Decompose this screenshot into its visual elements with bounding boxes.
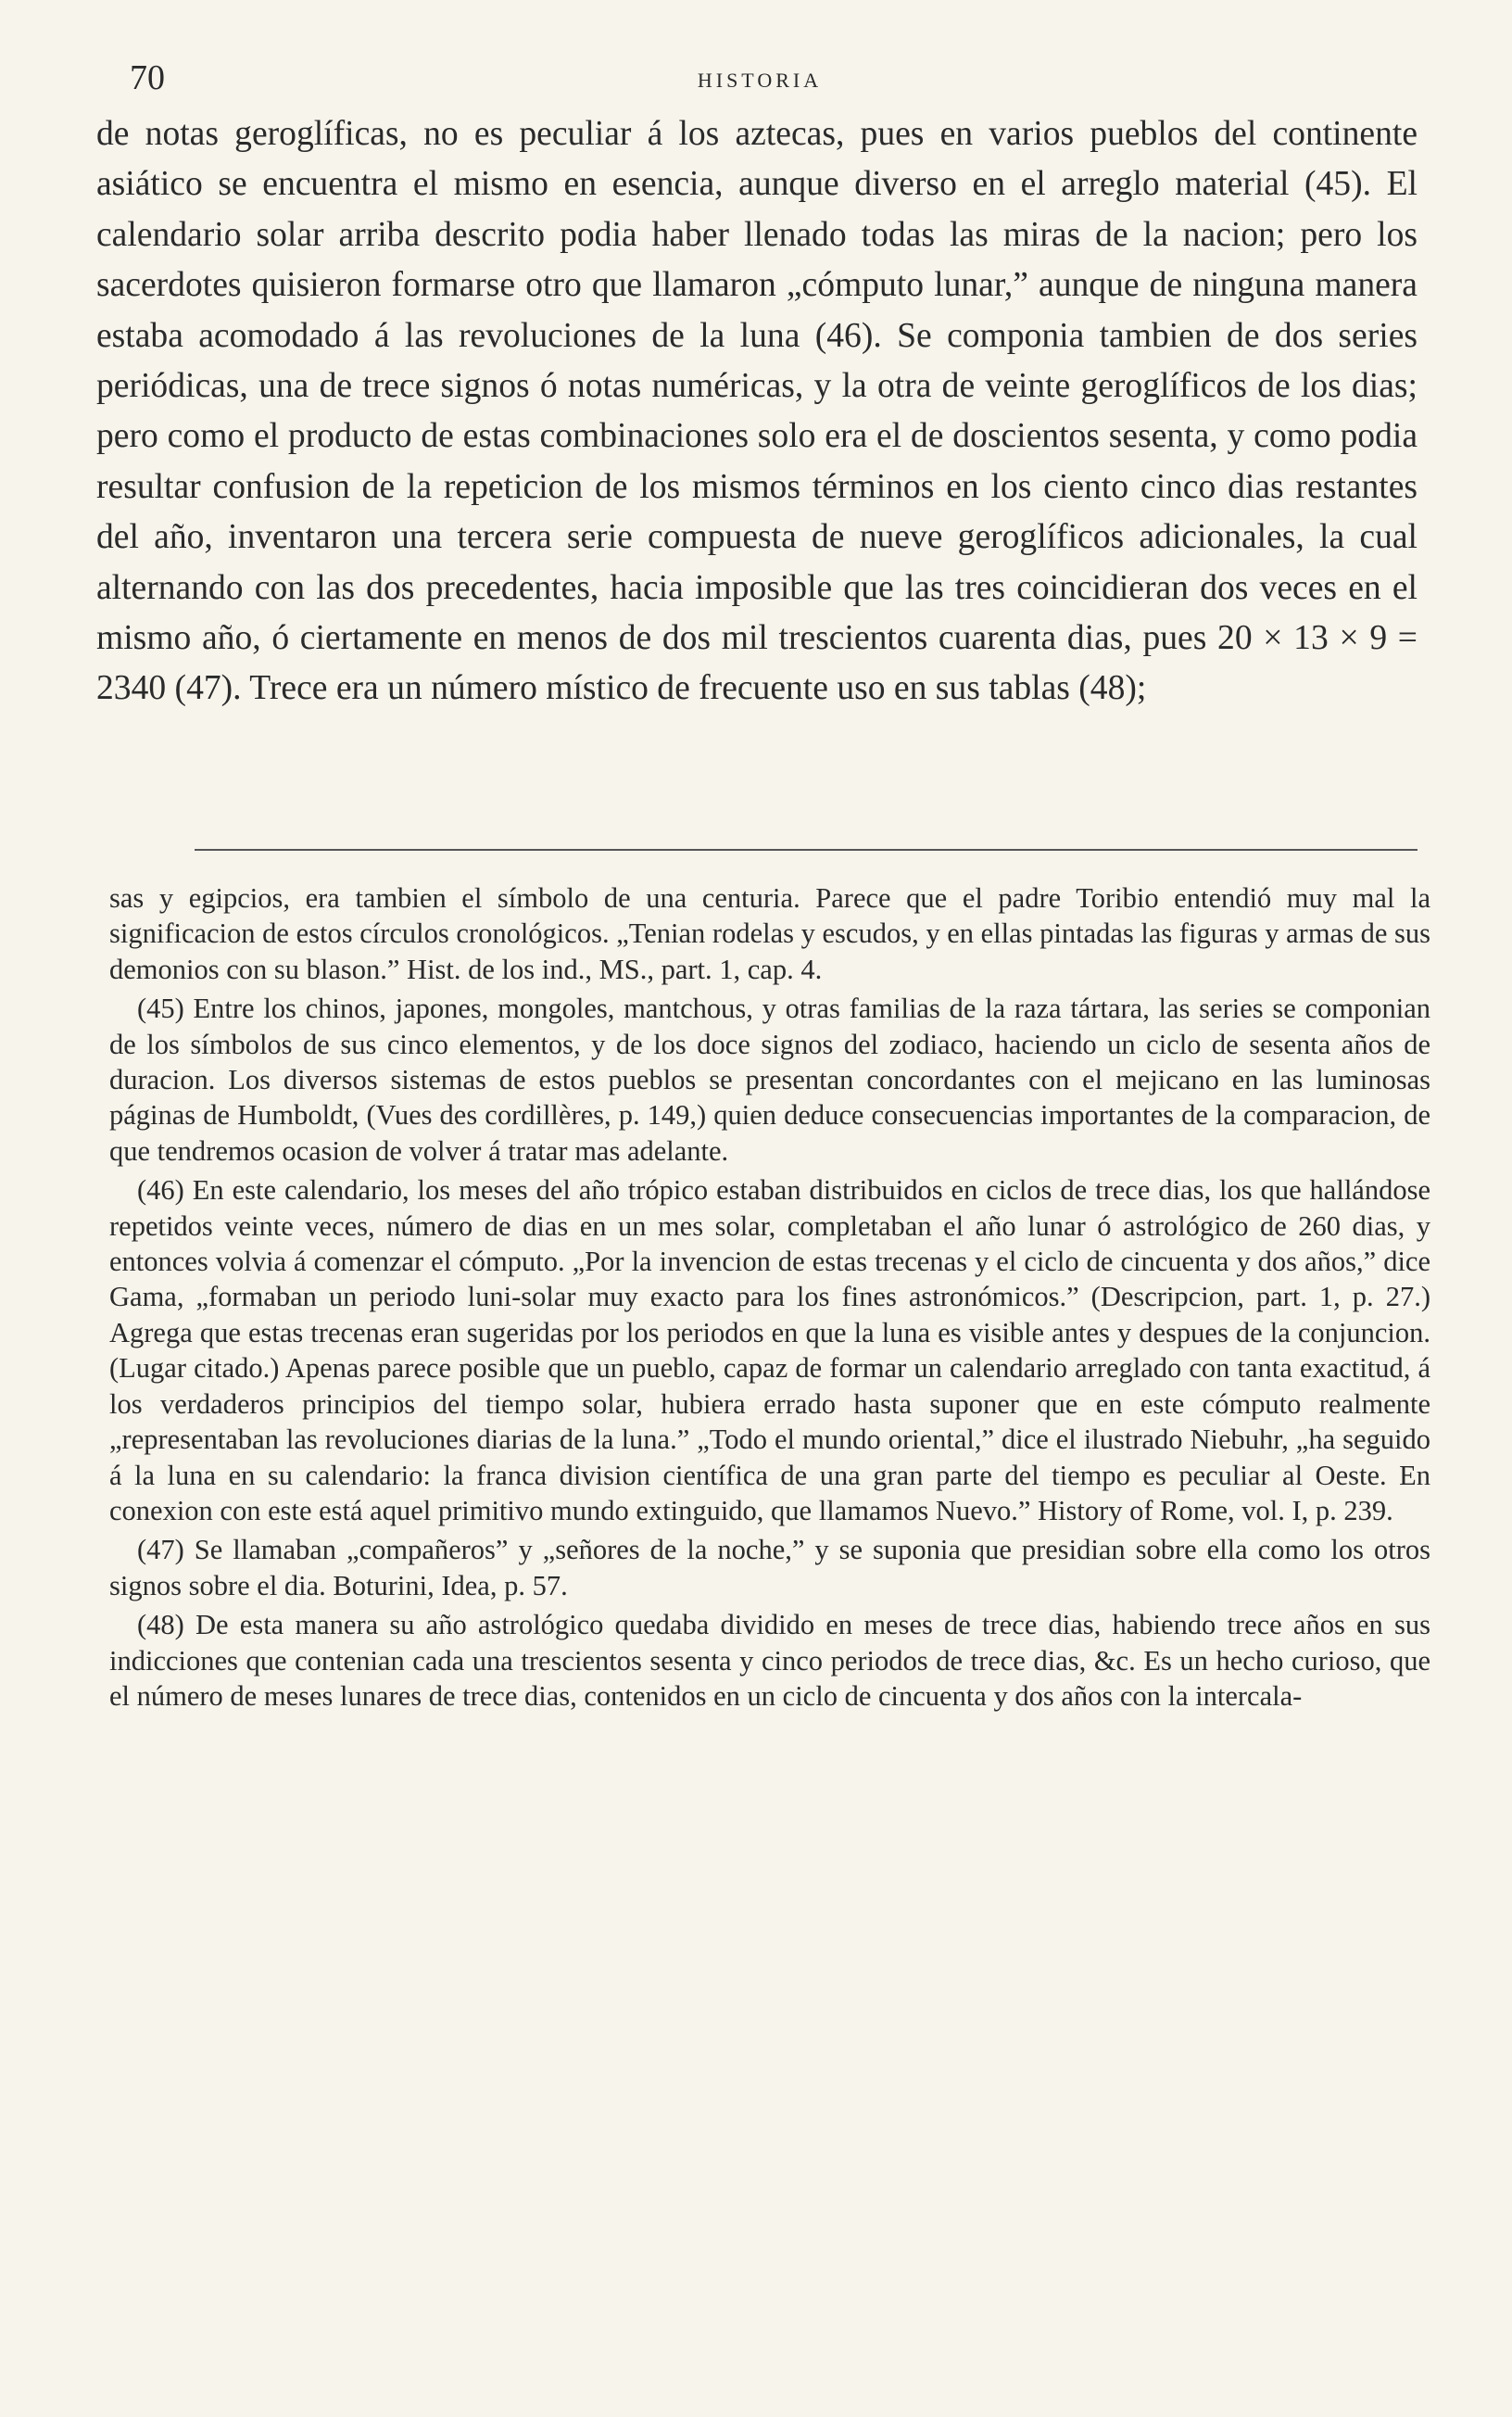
footnote-46: (46) En este calendario, los meses del año trópico estaban distribuidos en ciclos de trece dias, los que hallándose repetidos veinte veces, número de dias en un mes solar, completaban el año lunar ó astrológico de 260 dias, y entonces volvia á comenzar el cómputo. „Por la invencion de estas trecenas y el ciclo de cincuenta y dos años,” dice Gama, „formaban un periodo luni-solar muy exacto para los fines astronómicos.” (Descripcion, part. 1, p. 27.) Agrega que estas trecenas eran sugeridas por los periodos en que la luna es visible antes y despues de la conjuncion. (Lugar citado.) Apenas parece posible que un pueblo, capaz de formar un calendario arreglado con tanta exactitud, á los verdaderos principios del tiempo solar, hubiera errado hasta suponer que en este cómputo realmente „representaban las revoluciones diarias de la luna.” „Todo el mundo oriental,” dice el ilustrado Niebuhr, „ha seguido á la luna en su calendario: la franca division científica de una gran parte del tiempo es peculiar al Oeste. En conexion con este está aquel primitivo mundo extinguido, que llamamos Nuevo.” History of Rome, vol. I, p. 239. (109, 1174, 1430, 1526)
running-head: HISTORIA (697, 69, 823, 92)
page-number: 70 (130, 58, 165, 97)
page-header (93, 57, 1427, 104)
main-text: de notas geroglíficas, no es peculiar á los aztecas, pues en varios pueblos del continente asiático se encuentra el mismo en esencia, aunque diverso en el arreglo material (45). El calendario solar arriba descrito podia haber llenado todas las miras de la nacion; pero los sacerdotes quisieron formarse otro que llamaron „cómputo lunar,” aunque de ninguna manera estaba acomodado á las revoluciones de la luna (46). Se componia tambien de dos series periódicas, una de trece signos ó notas numéricas, y la otra de veinte geroglíficos de los dias; pero como el producto de estas combinaciones solo era el de doscientos sesenta, y como podia resultar confusion de la repeticion de los mismos términos en los ciento cinco dias restantes del año, inventaron una tercera serie compuesta de nueve geroglíficos adicionales, la cual alternando con las dos precedentes, hacia imposible que las tres coincidieran dos veces en el mismo año, ó ciertamente en menos de dos mil trescientos cuarenta dias, pues 20 × 13 × 9 = 2340 (47). Trece era un número místico de frecuente uso en sus tablas (48); (96, 115, 1418, 708)
footnote-45: (45) Entre los chinos, japones, mongoles, mantchous, y otras familias de la raza tártara, las series se componian de los símbolos de sus cinco elementos, y de los doce signos del zodiaco, haciendo un ciclo de sesenta años de duracion. Los diversos sistemas de estos pueblos se presentan concordantes con el mejicano en las luminosas páginas de Humboldt, (Vues des cordillères, p. 149,) quien deduce consecuencias importantes de la comparacion, de que tendremos ocasion de volver á tratar mas adelante. (109, 993, 1430, 1167)
footnotes (109, 880, 1430, 1717)
footnote-48: (48) De esta manera su año astrológico quedaba dividido en meses de trece dias, habiendo trece años en sus indicciones que contenian cada una trescientos sesenta y cinco periodos de trece dias, &c. Es un hecho curioso, que el número de meses lunares de trece dias, contenidos en un ciclo de cincuenta y dos años con la intercala- (109, 1609, 1430, 1712)
footnote-continuation: sas y egipcios, era tambien el símbolo de una centuria. Parece que el padre Toribio entendió muy mal la significacion de estos círculos cronológicos. „Tenian rodelas y escudos, y en ellas pintadas las figuras y armas de sus demonios con su blason.” Hist. de los ind., MS., part. 1, cap. 4. (109, 882, 1430, 985)
footnote-separator (195, 849, 1418, 851)
footnote-47: (47) Se llamaban „compañeros” y „señores de la noche,” y se suponia que presidian sobre ella como los otros signos sobre el dia. Boturini, Idea, p. 57. (109, 1534, 1430, 1601)
